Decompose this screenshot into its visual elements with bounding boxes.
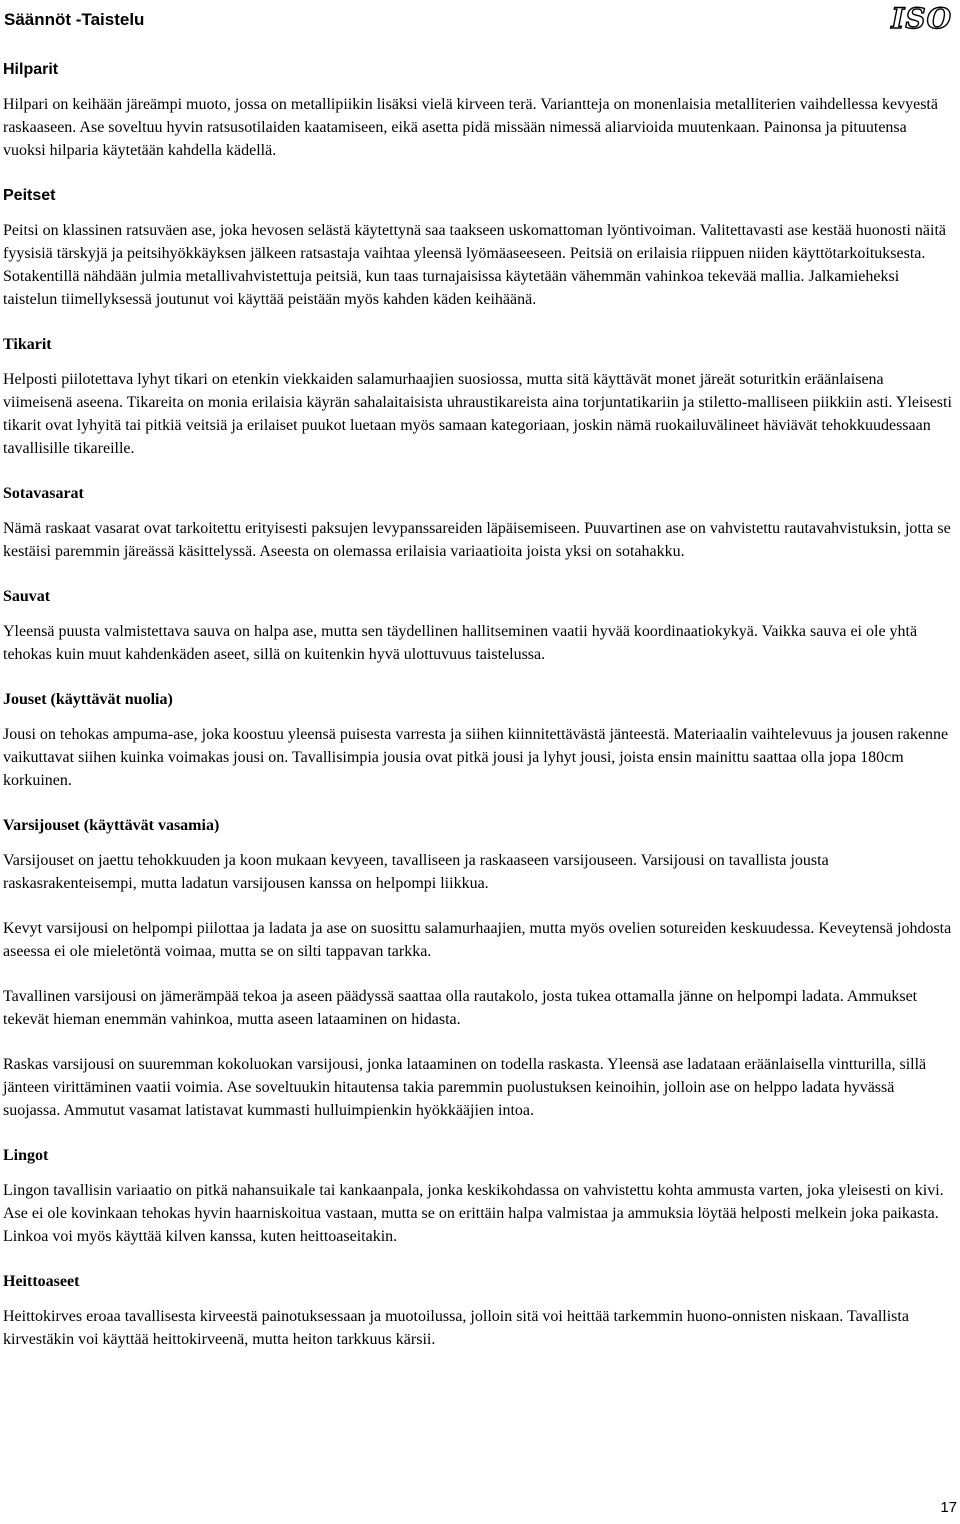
section-jouset bbox=[3, 688, 953, 792]
section-paragraph: Hilpari on keihään järeämpi muoto, jossa on metallipiikin lisäksi vielä kirveen terä. Variantteja on monenlaisia metalliterien vaihdellessa kevyestä raskaaseen. Ase soveltuu hyvin ratsusotilaiden kaatamiseen, eikä asetta pidä missään nimessä aliarvioida muutenkaan. Painonsa ja pituutensa vuoksi hilparia käytetään kahdella kädellä. bbox=[3, 96, 938, 159]
section-heading: Lingot bbox=[3, 1147, 49, 1164]
section-sauvat bbox=[3, 585, 953, 666]
section-paragraph: Kevyt varsijousi on helpompi piilottaa ja ladata ja ase on suosittu salamurhaajien, mutta myös ovelien sotureiden keskuudessa. Keveytensä johdosta aseessa ei ole mieletöntä voimaa, mutta se on silti tappavan tarkka. bbox=[3, 920, 952, 960]
section-paragraph: Lingon tavallisin variaatio on pitkä nahansuikale tai kankaanpala, jonka keskikohdassa on vahvistettu kohta ammusta varten, joka yleisesti on kivi. Ase ei ole kovinkaan tehokas hyvin haarniskoitua vastaan, mutta se on erittäin halpa valmistaa ja ammuksia löytää helposti melkein joka paikasta. Linkoa voi myös käyttää kilven kanssa, kuten heittoaseitakin. bbox=[3, 1182, 944, 1245]
section-heading: Sauvat bbox=[3, 588, 51, 605]
section-paragraph: Yleensä puusta valmistettava sauva on halpa ase, mutta sen täydellinen hallitseminen vaatii hyvää koordinaatiokykyä. Vaikka sauva ei ole yhtä tehokas kuin muut kahdenkäden aseet, sillä on kuitenkin hyvä ulottuvuus taistelussa. bbox=[3, 623, 918, 663]
section-paragraph: Raskas varsijousi on suuremman kokoluokan varsijousi, jonka lataaminen on todella raskasta. Yleensä ase ladataan eräänlaisella vintturilla, sillä jänteen virittäminen vaatii voimia. Ase soveltuukin hitautensa takia paremmin puolustuksen keinoihin, jolloin ase on helppo ladata hyvässä suojassa. Ammutut vasamat latistavat kummasti hulluimpienkin hyökkääjien intoa. bbox=[3, 1056, 927, 1119]
page-header bbox=[0, 2, 960, 35]
section-heading: Jouset (käyttävät nuolia) bbox=[3, 691, 173, 708]
page-number: 17 bbox=[940, 1499, 957, 1516]
section-heading: Peitset bbox=[3, 187, 56, 204]
section-heading: Varsijouset (käyttävät vasamia) bbox=[3, 817, 220, 834]
section-paragraph: Tavallinen varsijousi on jämerämpää tekoa ja aseen päädyssä saattaa olla rautakolo, josta tukea ottamalla jänne on helpompi ladata. Ammukset tekevät hieman enemmän vahinkoa, mutta aseen lataaminen on hidasta. bbox=[3, 988, 918, 1028]
section-sotavasarat bbox=[3, 482, 953, 563]
section-paragraph: Heittokirves eroaa tavallisesta kirveestä painotuksessaan ja muotoilussa, jolloin sitä voi heittää tarkemmin huono-onnisten niskaan. Tavallista kirvestäkin voi käyttää heittokirveenä, mutta heiton tarkkuus kärsii. bbox=[3, 1308, 909, 1348]
section-heading: Tikarit bbox=[3, 336, 52, 353]
section-heading: Hilparit bbox=[3, 61, 59, 78]
section-hilparit bbox=[3, 58, 953, 162]
section-heading: Sotavasarat bbox=[3, 485, 84, 502]
iso-logo-icon: ISO bbox=[891, 2, 952, 35]
section-paragraph: Jousi on tehokas ampuma-ase, joka koostuu yleensä puisesta varresta ja siihen kiinnitettävästä jänteestä. Materiaalin vaihtelevuus ja jousen rakenne vaikuttavat siihen kuinka voimakas jousi on. Tavallisimpia jousia ovat pitkä jousi ja lyhyt jousi, joista ensin mainittu saattaa olla jopa 180cm korkuinen. bbox=[3, 726, 949, 789]
section-heittoaseet bbox=[3, 1270, 953, 1351]
section-paragraph: Helposti piilotettava lyhyt tikari on etenkin viekkaiden salamurhaajien suosiossa, mutta sitä käyttävät monet järeät soturitkin eräänlaisena viimeisenä aseena. Tikareita on monia erilaisia käyrän sahalaitaisista uhraustikareista aina torjuntatikariin ja stiletto-malliseen piikkiin asti. Yleisesti tikarit ovat lyhyitä tai pitkiä veitsiä ja erilaiset puukot luetaan myös samaan kategoriaan, joskin nämä ruokailuvälineet häviävät tehokkuudessaan tavallisille tikareille. bbox=[3, 371, 952, 457]
document-body bbox=[3, 58, 953, 1373]
section-heading: Heittoaseet bbox=[3, 1273, 80, 1290]
section-paragraph: Varsijouset on jaettu tehokkuuden ja koon mukaan kevyeen, tavalliseen ja raskaaseen varsijouseen. Varsijousi on tavallista jousta raskasrakenteisempi, mutta ladatun varsijousen kanssa on helpompi liikkua. bbox=[3, 852, 829, 892]
section-paragraph: Peitsi on klassinen ratsuväen ase, joka hevosen selästä käytettynä saa taakseen uskomattoman lyöntivoiman. Valitettavasti ase kestää huonosti näitä fyysisiä tärskyjä ja peitsihyökkäyksen jälkeen ratsastaja vaihtaa yleensä lyömäaseeseen. Peitsiä on erilaisia riippuen niiden käyttötarkoituksesta. Sotakentillä nähdään julmia metallivahvistettuja peitsiä, kun taas turnajaisissa käytetään vähemmän vahinkoa tekevää mallia. Jalkamieheksi taistelun tiimellyksessä joutunut voi käyttää peistään myös kahden käden keihäänä. bbox=[3, 222, 947, 308]
header-title: Säännöt -Taistelu bbox=[4, 10, 145, 29]
section-paragraph: Nämä raskaat vasarat ovat tarkoitettu erityisesti paksujen levypanssareiden läpäisemiseen. Puuvartinen ase on vahvistettu rautavahvistuksin, jotta se kestäisi paremmin järeässä käsittelyssä. Aseesta on olemassa erilaisia variaatioita joista yksi on sotahakku. bbox=[3, 520, 951, 560]
section-tikarit bbox=[3, 333, 953, 460]
section-varsijouset bbox=[3, 814, 953, 1122]
section-lingot bbox=[3, 1144, 953, 1248]
section-peitset bbox=[3, 184, 953, 311]
